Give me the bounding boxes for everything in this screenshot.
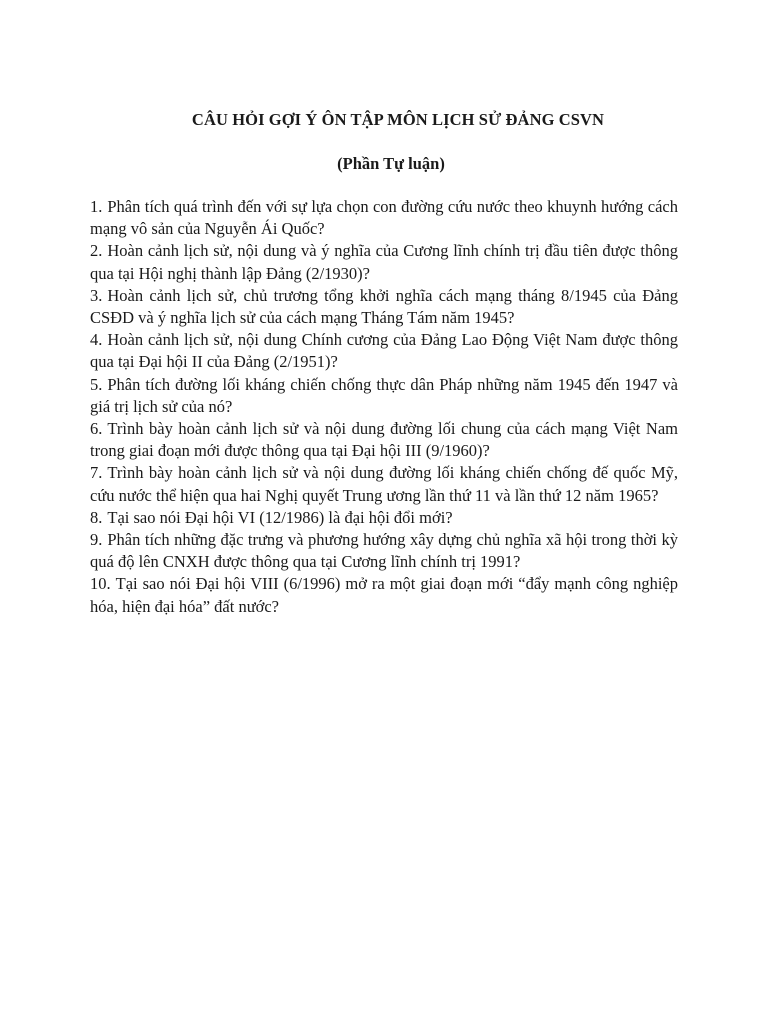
question-item [90,196,678,240]
question-text: Hoàn cảnh lịch sử, nội dung và ý nghĩa của Cương lĩnh chính trị đầu tiên được thông qua tại Hội nghị thành lập Đảng (2/1930)? [90,241,678,283]
question-number: 7. [90,463,103,483]
question-number: 3. [90,285,103,305]
question-text: Phân tích quá trình đến với sự lựa chọn con đường cứu nước theo khuynh hướng cách mạng vô sản của Nguyễn Ái Quốc? [90,197,678,239]
question-item [90,573,678,617]
question-item [90,418,678,462]
question-number: 1. [90,197,103,216]
question-item [90,529,678,573]
question-number: 4. [90,330,103,350]
question-text: Phân tích đường lối kháng chiến chống thực dân Pháp những năm 1945 đến 1947 và giá trị lịch sử của nó? [90,374,678,416]
question-number: 6. [90,419,103,439]
question-item [90,240,678,284]
question-number: 8. [90,507,103,527]
question-text: Trình bày hoàn cảnh lịch sử và nội dung đường lối chung của cách mạng Việt Nam trong giai đoạn mới được thông qua tại Đại hội III (9/1960)? [90,419,678,461]
document-subtitle: (Phần Tự luận) [337,154,445,173]
question-item [90,329,678,373]
question-number: 10. [90,574,111,594]
question-item [90,374,678,418]
question-text: Tại sao nói Đại hội VI (12/1986) là đại hội đổi mới? [107,507,453,527]
question-text: Hoàn cảnh lịch sử, chủ trương tổng khởi nghĩa cách mạng tháng 8/1945 của Đảng CSĐD và ý nghĩa lịch sử của cách mạng Tháng Tám năm 1945? [90,285,678,328]
question-number: 9. [90,530,103,550]
question-text: Trình bày hoàn cảnh lịch sử và nội dung đường lối kháng chiến chống đế quốc Mỹ, cứu nước thể hiện qua hai Nghị quyết Trung ương lần thứ 11 và lần thứ 12 năm 1965? [90,463,678,505]
question-number: 2. [90,241,103,261]
question-item [90,507,678,529]
question-list [90,196,678,618]
question-item [90,462,678,506]
question-text: Phân tích những đặc trưng và phương hướng xây dựng chủ nghĩa xã hội trong thời kỳ quá độ lên CNXH được thông qua tại Cương lĩnh chính trị 1991? [90,530,678,572]
question-item [90,285,678,329]
document-title: CÂU HỎI GỢI Ý ÔN TẬP MÔN LỊCH SỬ ĐẢNG CSVN [191,110,605,129]
question-number: 5. [90,374,103,394]
question-text: Tại sao nói Đại hội VIII (6/1996) mở ra một giai đoạn mới “đẩy mạnh công nghiệp hóa, hiện đại hóa” đất nước? [90,574,678,616]
question-text: Hoàn cảnh lịch sử, nội dung Chính cương của Đảng Lao Động Việt Nam được thông qua tại Đại hội II của Đảng (2/1951)? [90,330,678,372]
